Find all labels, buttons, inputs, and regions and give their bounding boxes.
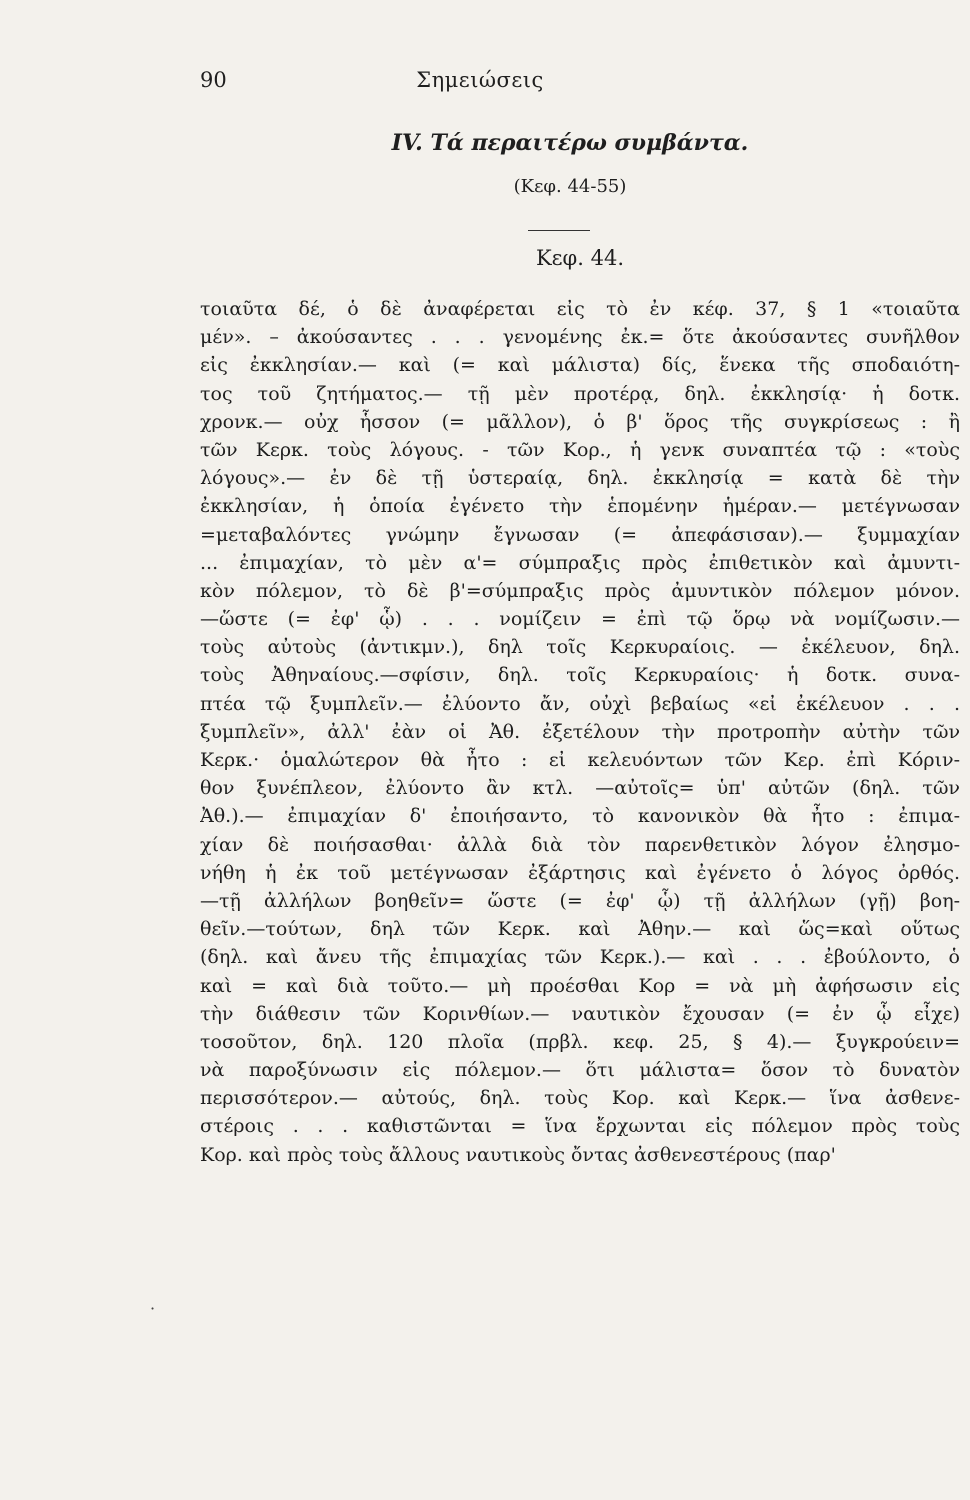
text-line: τὴν διάθεσιν τῶν Κορινθίων.— ναυτικὸν ἔχουσαν (= ἐν ᾧ εἶχε) <box>200 1002 960 1025</box>
text-line: τοὺς αὐτοὺς (ἀντικμν.), δηλ τοῖς Κερκυραίοις. — ἐκέλευον, δηλ. <box>200 636 960 659</box>
chapter-heading: Κεφ. 44. <box>535 246 625 270</box>
text-line: τῶν Κερκ. τοὺς λόγους. - τῶν Κορ., ἡ γενκ συναπτέα τῷ : «τοὺς <box>200 438 960 461</box>
chapter-range: (Κεφ. 44-55) <box>513 176 627 197</box>
text-line: Κερκ.· ὁμαλώτερον θὰ ἦτο : εἰ κελευόντων τῶν Κερ. ἐπὶ Κόριν- <box>200 749 960 771</box>
text-line: περισσότερον.— αὐτούς, δηλ. τοὺς Κορ. καὶ Κερκ.— ἵνα ἀσθενε- <box>200 1087 960 1110</box>
text-line: (δηλ. καὶ ἄνευ τῆς ἐπιμαχίας τῶν Κερκ.).— καὶ . . . ἐβούλοντο, ὁ <box>200 946 960 969</box>
text-line: καὶ = καὶ διὰ τοῦτο.— μὴ προέσθαι Κορ = νὰ μὴ ἀφήσωσιν εἰς <box>200 974 960 997</box>
text-line: εἰς ἐκκλησίαν.— καὶ (= καὶ μάλιστα) δίς, ἕνεκα τῆς σποδαιότη- <box>200 354 960 377</box>
text-line: Κορ. καὶ πρὸς τοὺς ἄλλους ναυτικοὺς ὄντας ἀσθενεστέρους (παρ' <box>200 1143 836 1166</box>
text-line: ... ἐπιμαχίαν, τὸ μὲν α'= σύμπραξις πρὸς ἐπιθετικὸν καὶ ἀμυντι- <box>200 551 960 574</box>
text-line: —τῇ ἀλλήλων βοηθεῖν= ὥστε (= ἐφ' ᾧ) τῇ ἀλλήλων (γῇ) βοη- <box>200 889 960 912</box>
text-line: νὰ παροξύνωσιν εἰς πόλεμον.— ὅτι μάλιστα= ὅσον τὸ δυνατὸν <box>200 1059 960 1082</box>
text-line: θεῖν.—τούτων, δηλ τῶν Κερκ. καὶ Ἀθην.— καὶ ὥς=καὶ οὕτως <box>200 918 960 941</box>
running-head <box>200 68 760 98</box>
text-line: κὸν πόλεμον, τὸ δὲ β'=σύμπραξις πρὸς ἀμυντικὸν πόλεμον μόνον. <box>200 579 960 602</box>
text-line: —ὥστε (= ἐφ' ᾧ) . . . νομίζειν = ἐπὶ τῷ ὅρῳ νὰ νομίζωσιν.— <box>200 608 960 631</box>
text-line: τοὺς Ἀθηναίους.—σφίσιν, δηλ. τοῖς Κερκυραίοις· ἡ δοτκ. συνα- <box>200 664 960 687</box>
text-line: ἐκκλησίαν, ἡ ὁποία ἐγένετο τὴν ἑπομένην ἡμέραν.— μετέγνωσαν <box>200 495 960 518</box>
text-line: χρονκ.— οὐχ ἧσσον (= μᾶλλον), ὁ β' ὅρος τῆς συγκρίσεως : ἢ <box>200 410 960 433</box>
text-line: μέν». – ἀκούσαντες . . . γενομένης ἐκ.= ὅτε ἀκούσαντες συνῆλθον <box>200 326 960 349</box>
text-line: χίαν δὲ ποιήσασθαι· ἀλλὰ διὰ τὸν παρενθετικὸν λόγον ἐλησμο- <box>200 833 960 856</box>
text-line: τοσοῦτον, δηλ. 120 πλοῖα (πρβλ. κεφ. 25, § 4).— ξυγκρούειν= <box>200 1030 960 1053</box>
text-line: λόγους».— ἐν δὲ τῇ ὑστεραίᾳ, δηλ. ἐκκλησίᾳ = κατὰ δὲ τὴν <box>200 467 960 490</box>
text-line: τοιαῦτα δέ, ὁ δὲ ἀναφέρεται εἰς τὸ ἐν κέφ. 37, § 1 «τοιαῦτα <box>200 298 960 320</box>
commentary-text <box>200 295 960 1169</box>
text-line: στέροις . . . καθιστῶνται = ἵνα ἔρχωνται εἰς πόλεμον πρὸς τοὺς <box>200 1115 960 1138</box>
running-title: Σημειώσεις <box>416 68 544 92</box>
text-line: θον ξυνέπλεον, ἐλύοντο ἂν κτλ. —αὐτοῖς= ὑπ' αὐτῶν (δηλ. τῶν <box>200 777 960 800</box>
text-line: Ἀθ.).— ἐπιμαχίαν δ' ἐποιήσαντο, τὸ κανονικὸν θὰ ἦτο : ἐπιμα- <box>200 805 960 828</box>
margin-mark: · <box>150 1299 156 1318</box>
text-line: ξυμπλεῖν», ἀλλ' ἐὰν οἱ Ἀθ. ἐξετέλουν τὴν προτροπὴν αὐτὴν τῶν <box>200 720 960 743</box>
text-line: τος τοῦ ζητήματος.— τῇ μὲν προτέρᾳ, δηλ. ἐκκλησίᾳ· ἡ δοτκ. <box>200 382 960 405</box>
text-line: πτέα τῷ ξυμπλεῖν.— ἐλύοντο ἄν, οὐχὶ βεβαίως «εἰ ἐκέλευον . . . <box>200 692 960 715</box>
page-number: 90 <box>200 68 227 92</box>
divider-rule <box>528 230 590 231</box>
text-line: νήθη ἡ ἐκ τοῦ μετέγνωσαν ἐξάρτησις καὶ ἐγένετο ὁ λόγος ὀρθός. <box>200 861 960 884</box>
text-line: =μεταβαλόντες γνώμην ἔγνωσαν (= ἀπεφάσισαν).— ξυμμαχίαν <box>200 523 960 546</box>
section-heading: IV. Τά περαιτέρω συμβάντα. <box>391 130 749 156</box>
